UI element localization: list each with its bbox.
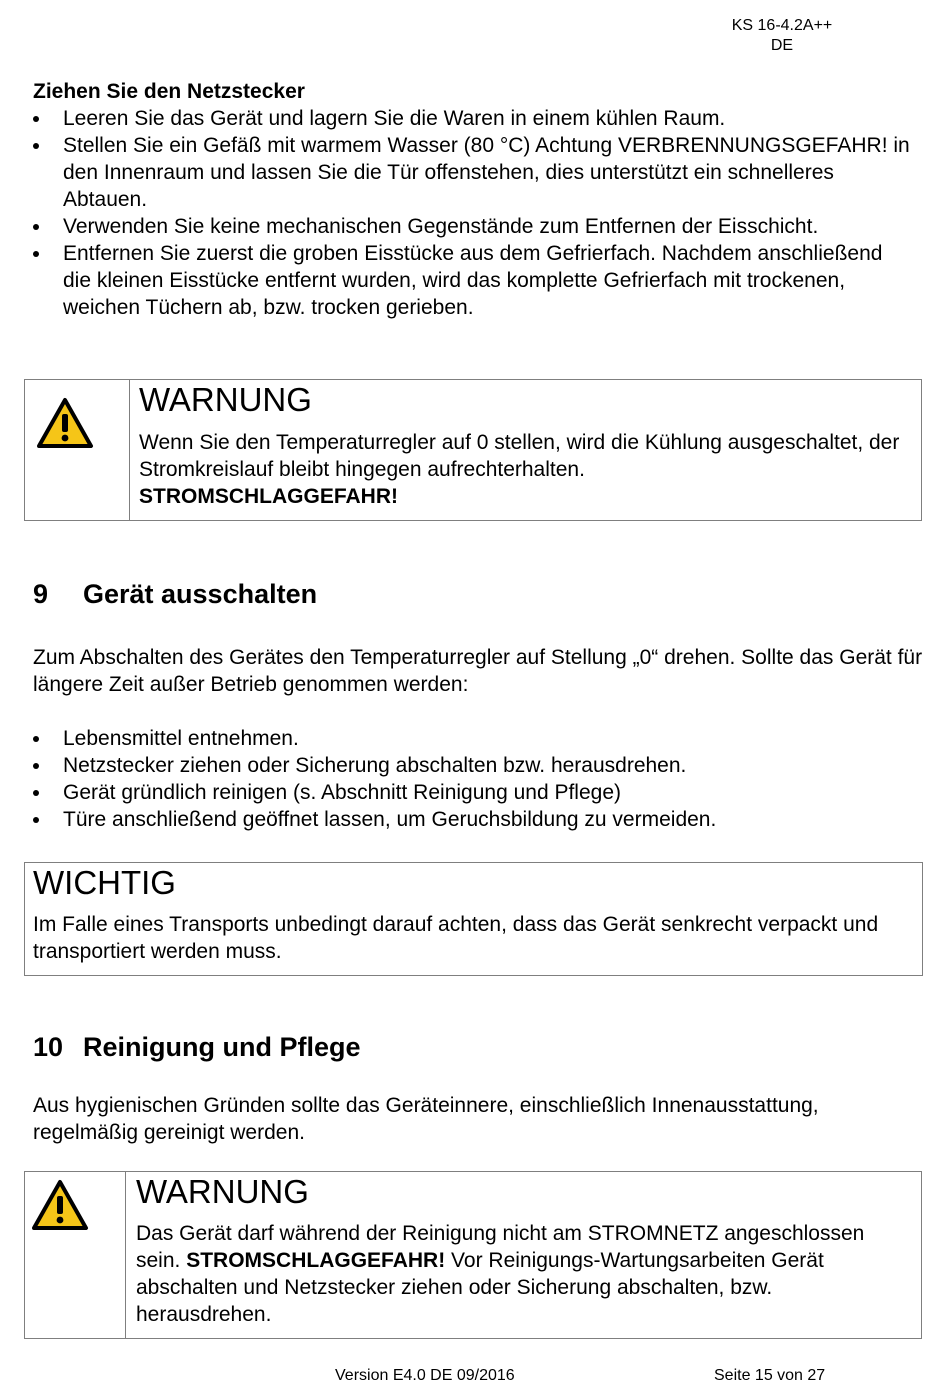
warning-icon-cell (25, 1172, 126, 1338)
defrost-section (33, 78, 913, 321)
defrost-title: Ziehen Sie den Netzstecker (33, 80, 305, 103)
warning-text (139, 429, 913, 510)
footer-page-number: Seite 15 von 27 (714, 1367, 826, 1384)
important-text: Im Falle eines Transports unbedingt darauf achten, dass das Gerät senkrecht verpackt und transportiert werden muss. (33, 913, 879, 963)
warning-content (126, 1172, 921, 1338)
important-title: WICHTIG (33, 864, 176, 901)
warning-title: WARNUNG (136, 1173, 309, 1210)
section-title: Reinigung und Pflege (83, 1032, 361, 1062)
section-heading-10 (33, 1030, 913, 1064)
list-item: Verwenden Sie keine mechanischen Gegenstände zum Entfernen der Eisschicht. (0, 213, 913, 240)
warning-body-continued: Vor Reinigungs-Wartungsarbeiten Gerät abschalten und Netzstecker ziehen oder Sicherung abschalten, bzw. herausdrehen. (136, 1249, 824, 1326)
section-heading-9 (33, 577, 913, 611)
model-number: KS 16-4.2A++ (731, 17, 833, 34)
warning-emphasis: STROMSCHLAGGEFAHR! (186, 1249, 446, 1272)
defrost-list (0, 105, 913, 321)
section10-intro: Aus hygienischen Gründen sollte das Geräteinnere, einschließlich Innenausstattung, regelmäßig gereinigt werden. (33, 1094, 819, 1144)
warning-triangle-icon (35, 396, 95, 450)
section-number: 10 (33, 1032, 64, 1062)
list-item: Stellen Sie ein Gefäß mit warmem Wasser (80 °C) Achtung VERBRENNUNGSGEFAHR! in den Innenraum und lassen Sie die Tür offenstehen, dies unterstützt ein schnelleres Abtauen. (0, 132, 913, 213)
warning-title: WARNUNG (139, 381, 312, 418)
section-number: 9 (33, 579, 49, 609)
list-item: Türe anschließend geöffnet lassen, um Geruchsbildung zu vermeiden. (0, 806, 920, 833)
section-title: Gerät ausschalten (83, 579, 318, 609)
important-box (24, 862, 923, 976)
warning-body: Das Gerät darf während der Reinigung nicht am STROMNETZ angeschlossen sein. (136, 1222, 865, 1272)
list-item: Lebensmittel entnehmen. (0, 725, 920, 752)
section9-list-wrap (0, 725, 920, 833)
list-item: Gerät gründlich reinigen (s. Abschnitt Reinigung und Pflege) (0, 779, 920, 806)
warning-box-power (24, 379, 922, 521)
document-header (722, 16, 842, 56)
list-item: Entfernen Sie zuerst die groben Eisstücke aus dem Gefrierfach. Nachdem anschließend die kleinen Eisstücke entfernt wurden, wird das komplette Gefrierfach mit trockenen, weichen Tüchern ab, bzw. trocken gerieben. (0, 240, 913, 321)
list-item: Leeren Sie das Gerät und lagern Sie die Waren in einem kühlen Raum. (0, 105, 913, 132)
warning-box-cleaning (24, 1171, 922, 1339)
warning-body: Wenn Sie den Temperaturregler auf 0 stellen, wird die Kühlung ausgeschaltet, der Stromkreislauf bleibt hingegen aufrechterhalten. (139, 431, 900, 481)
section9-intro: Zum Abschalten des Gerätes den Temperaturregler auf Stellung „0“ drehen. Sollte das Gerät für längere Zeit außer Betrieb genommen werden: (33, 646, 923, 696)
section9-list (0, 725, 920, 833)
language-code: DE (770, 37, 794, 54)
warning-emphasis: STROMSCHLAGGEFAHR! (139, 485, 398, 508)
warning-content (130, 380, 921, 520)
warning-icon-cell (25, 380, 130, 520)
footer-version: Version E4.0 DE 09/2016 (335, 1367, 515, 1384)
list-item: Netzstecker ziehen oder Sicherung abschalten bzw. herausdrehen. (0, 752, 920, 779)
warning-triangle-icon (30, 1178, 90, 1232)
warning-text (136, 1220, 913, 1328)
